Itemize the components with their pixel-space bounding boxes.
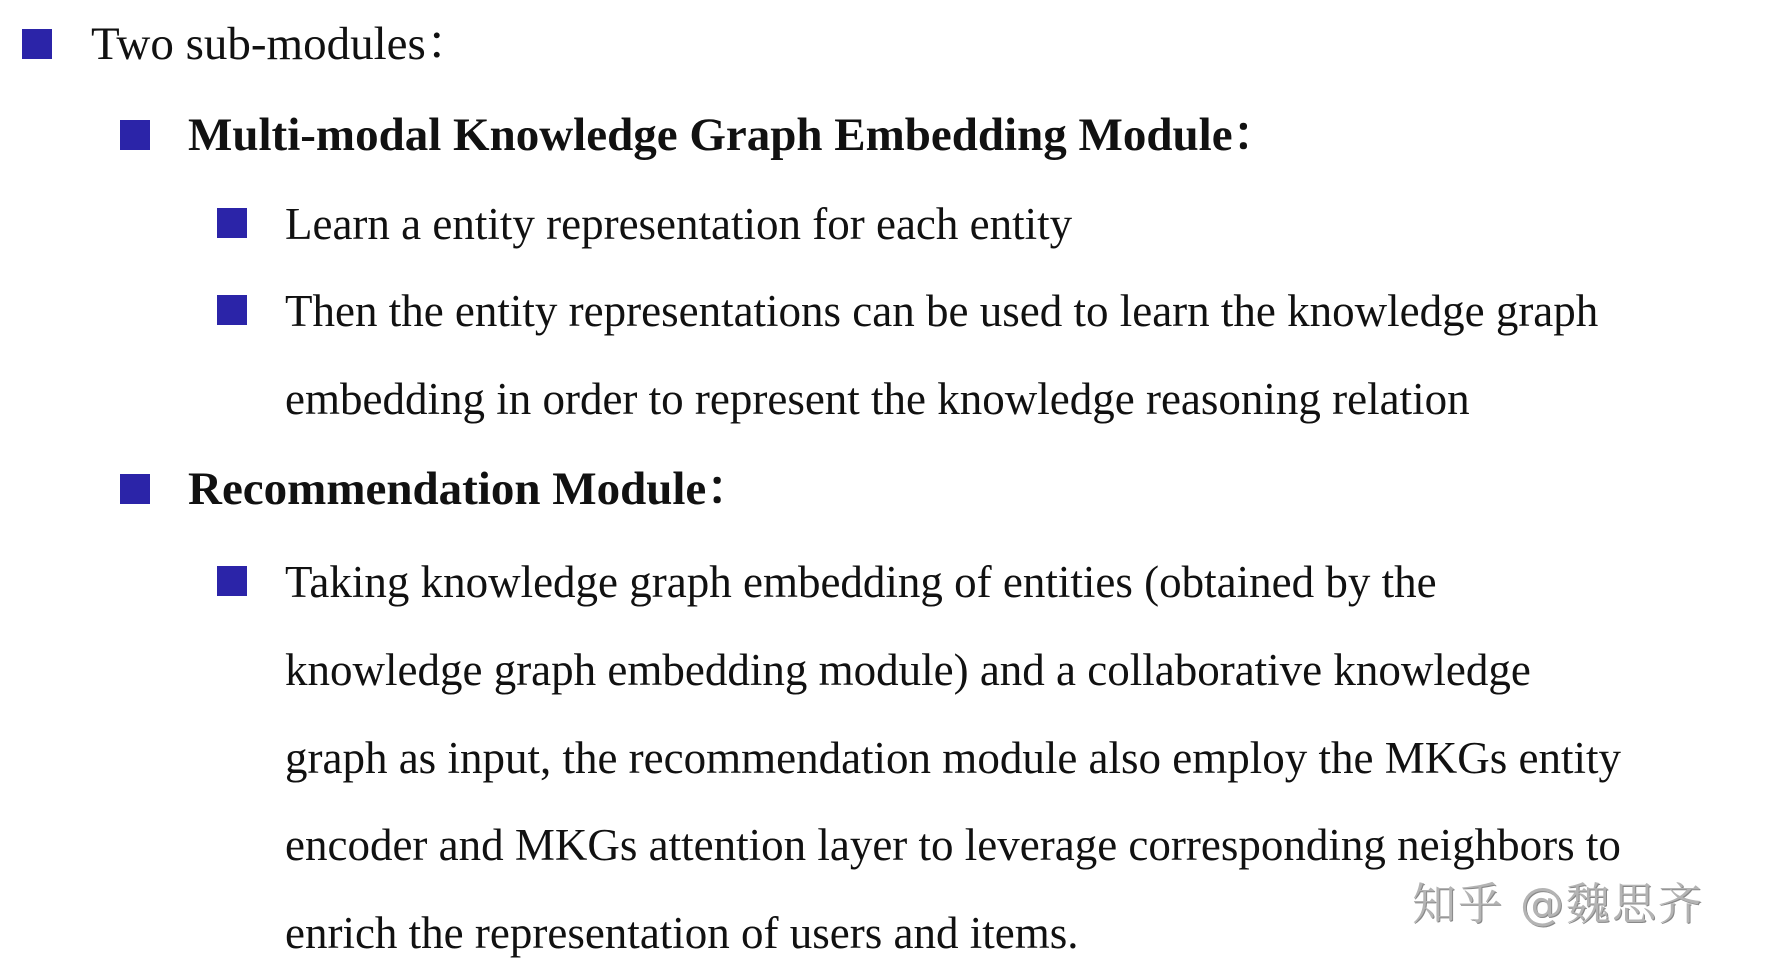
bullet-icon (120, 474, 150, 504)
bullet-icon (22, 29, 52, 59)
list-item-line: embedding in order to represent the knowledge reasoning relation (285, 374, 1470, 424)
heading-mkg-embedding-module: Multi-modal Knowledge Graph Embedding Module： (188, 109, 1280, 161)
list-item: Learn a entity representation for each entity (285, 199, 1073, 249)
bullet-icon (217, 208, 247, 238)
heading-two-sub-modules: Two sub-modules： (91, 18, 473, 70)
list-item-line: encoder and MKGs attention layer to leverage corresponding neighbors to (285, 820, 1621, 870)
watermark: 知乎 @魏思齐 (1412, 879, 1704, 930)
bullet-icon (217, 566, 247, 596)
heading-recommendation-module: Recommendation Module： (188, 463, 754, 515)
list-item-line: enrich the representation of users and items. (285, 908, 1079, 958)
list-item-line: Taking knowledge graph embedding of entities (obtained by the (285, 557, 1437, 607)
list-item-line: knowledge graph embedding module) and a collaborative knowledge (285, 645, 1531, 695)
bullet-icon (217, 295, 247, 325)
list-item-line: Then the entity representations can be used to learn the knowledge graph (285, 286, 1599, 336)
list-item-line: graph as input, the recommendation module also employ the MKGs entity (285, 733, 1621, 783)
bullet-icon (120, 120, 150, 150)
